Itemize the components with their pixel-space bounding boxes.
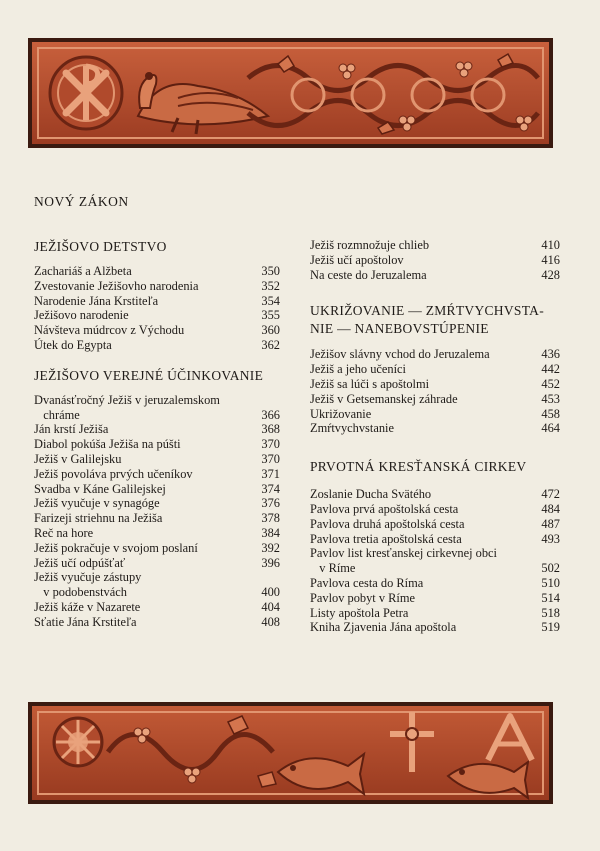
section-title-detstvo: JEŽIŠOVO DETSTVO xyxy=(34,239,167,254)
toc-entry[interactable]: Zoslanie Ducha Svätého 472 xyxy=(310,487,560,502)
toc-entry[interactable]: Reč na hore 384 xyxy=(34,525,280,540)
toc-entry[interactable]: Ján krstí Ježiša 368 xyxy=(34,422,280,437)
top-frieze xyxy=(28,38,553,148)
toc-entry[interactable]: Kniha Zjavenia Jána apoštola 519 xyxy=(310,620,560,635)
toc-entry[interactable]: Dvanásťročný Ježiš v jeruzalemskom xyxy=(34,392,220,407)
toc-entry[interactable]: Zmŕtvychvstanie 464 xyxy=(310,421,560,436)
rosette-icon xyxy=(54,718,102,766)
toc-entry[interactable]: Pavlova prvá apoštolská cesta 484 xyxy=(310,501,560,516)
toc-entry-continuation[interactable]: chráme 366 xyxy=(34,407,280,422)
toc-entry[interactable]: Ježiš sa lúči s apoštolmi 452 xyxy=(310,376,560,391)
toc-entry[interactable]: Ježiš pokračuje v svojom poslaní 392 xyxy=(34,540,280,555)
section-title-ucinkovanie: JEŽIŠOVO VEREJNÉ ÚČINKOVANIE xyxy=(34,367,264,383)
section-detstvo-list xyxy=(34,264,280,353)
section-continued-list xyxy=(310,238,560,282)
toc-entry[interactable]: Ježiš vyučuje v synagóge 376 xyxy=(34,496,280,511)
toc-entry[interactable]: Ukrižovanie 458 xyxy=(310,406,560,421)
toc-entry[interactable]: Farizeji striehnu na Ježiša 378 xyxy=(34,511,280,526)
toc-entry[interactable]: Narodenie Jána Krstiteľa 354 xyxy=(34,293,280,308)
toc-entry[interactable]: Pavlov list kresťanskej cirkevnej obci xyxy=(310,546,497,561)
toc-entry[interactable]: Ježišovo narodenie 355 xyxy=(34,308,280,323)
toc-entry[interactable]: Ježiš a jeho učeníci 442 xyxy=(310,362,560,377)
toc-entry[interactable]: Ježiš v Getsemanskej záhrade 453 xyxy=(310,391,560,406)
toc-entry-continuation[interactable]: v podobenstvách 400 xyxy=(34,585,280,600)
toc-entry[interactable]: Ježiš vyučuje zástupy xyxy=(34,570,142,585)
toc-entry[interactable]: Zachariáš a Alžbeta 350 xyxy=(34,264,280,278)
bottom-frieze xyxy=(28,702,553,804)
toc-entry[interactable]: Pavlov pobyt v Ríme 514 xyxy=(310,590,560,605)
page-heading: NOVÝ ZÁKON xyxy=(34,194,129,209)
toc-entry[interactable]: Ježiš povoláva prvých učeníkov 371 xyxy=(34,466,280,481)
toc-entry[interactable]: Ježiš káže v Nazarete 404 xyxy=(34,599,280,614)
section-ucinkovanie-list xyxy=(34,393,280,630)
toc-entry[interactable]: Sťatie Jána Krstiteľa 408 xyxy=(34,614,280,629)
toc-entry[interactable]: Pavlova cesta do Ríma 510 xyxy=(310,575,560,590)
toc-entry[interactable]: Ježiš v Galilejsku 370 xyxy=(34,451,280,466)
toc-entry[interactable]: Diabol pokúša Ježiša na púšti 370 xyxy=(34,437,280,452)
section-title-cirkev: PRVOTNÁ KRESŤANSKÁ CIRKEV xyxy=(310,459,527,475)
section-title-ukrizovanie xyxy=(310,302,560,338)
toc-entry[interactable]: Návšteva múdrcov z Východu 360 xyxy=(34,323,280,338)
toc-entry[interactable]: Ježišov slávny vchod do Jeruzalema 436 xyxy=(310,347,560,362)
toc-entry[interactable]: Ježiš rozmnožuje chlieb 410 xyxy=(310,238,560,252)
section-title-ukrizovanie-line2: NIE — NANEBOVSTÚPENIE xyxy=(310,321,489,337)
toc-entry[interactable]: Na ceste do Jeruzalema 428 xyxy=(310,267,560,282)
section-ukrizovanie-list xyxy=(310,347,560,436)
toc-right-column xyxy=(310,238,560,635)
toc-entry[interactable]: Svadba v Káne Galilejskej 374 xyxy=(34,481,280,496)
toc-entry[interactable]: Listy apoštola Petra 518 xyxy=(310,605,560,620)
toc-entry[interactable]: Pavlova druhá apoštolská cesta 487 xyxy=(310,516,560,531)
toc-entry[interactable]: Ježiš učí odpúšťať 396 xyxy=(34,555,280,570)
toc-entry[interactable]: Pavlova tretia apoštolská cesta 493 xyxy=(310,531,560,546)
toc-entry[interactable]: Zvestovanie Ježišovho narodenia 352 xyxy=(34,278,280,293)
section-title-ukrizovanie-line1: UKRIŽOVANIE — ZMŔTVYCHVSTA- xyxy=(310,303,545,319)
toc-left-column xyxy=(34,238,280,630)
toc-entry[interactable]: Ježiš učí apoštolov 416 xyxy=(310,252,560,267)
toc-entry[interactable]: Útek do Egypta 362 xyxy=(34,337,280,352)
section-cirkev-list xyxy=(310,487,560,635)
chi-rho-icon xyxy=(50,57,122,129)
toc-entry-continuation[interactable]: v Ríme 502 xyxy=(310,561,560,576)
